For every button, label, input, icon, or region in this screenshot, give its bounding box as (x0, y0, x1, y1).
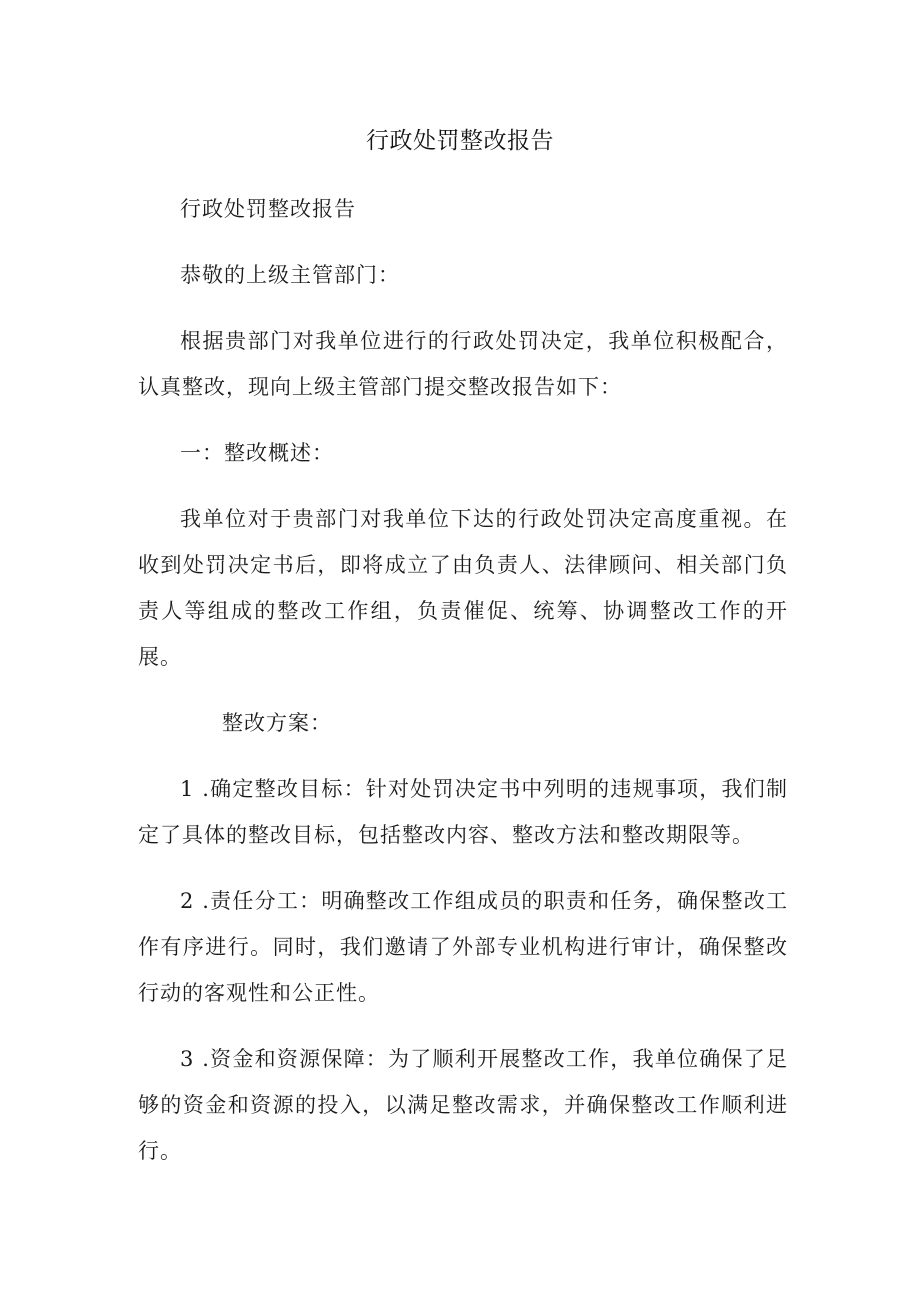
section-heading-plan: 整改方案： (222, 711, 332, 735)
subtitle-paragraph: 行政处罚整改报告 (180, 197, 356, 221)
overview-paragraph: 我单位对于贵部门对我单位下达的行政处罚决定高度重视。在收到处罚决定书后，即将成立了由负责人、法律顾问、相关部门负责人等组成的整改工作组，负责催促、统筹、协调整改工作的开展。 (138, 507, 788, 669)
document-title: 行政处罚整改报告 (366, 128, 554, 154)
plan-item-3: 3 .资金和资源保障：为了顺利开展整改工作，我单位确保了足够的资金和资源的投入，以满足整改需求，并确保整改工作顺利进行。 (138, 1047, 788, 1163)
plan-item-1: 1 .确定整改目标：针对处罚决定书中列明的违规事项，我们制定了具体的整改目标，包括整改内容、整改方法和整改期限等。 (138, 777, 788, 847)
document-body (138, 186, 788, 1174)
salutation-paragraph: 恭敬的上级主管部门： (180, 263, 400, 287)
plan-item-2: 2 .责任分工：明确整改工作组成员的职责和任务，确保整改工作有序进行。同时，我们邀请了外部专业机构进行审计，确保整改行动的客观性和公正性。 (138, 889, 788, 1005)
intro-paragraph: 根据贵部门对我单位进行的行政处罚决定，我单位积极配合，认真整改，现向上级主管部门提交整改报告如下： (138, 329, 788, 399)
section-heading-overview: 一：整改概述： (180, 441, 334, 465)
